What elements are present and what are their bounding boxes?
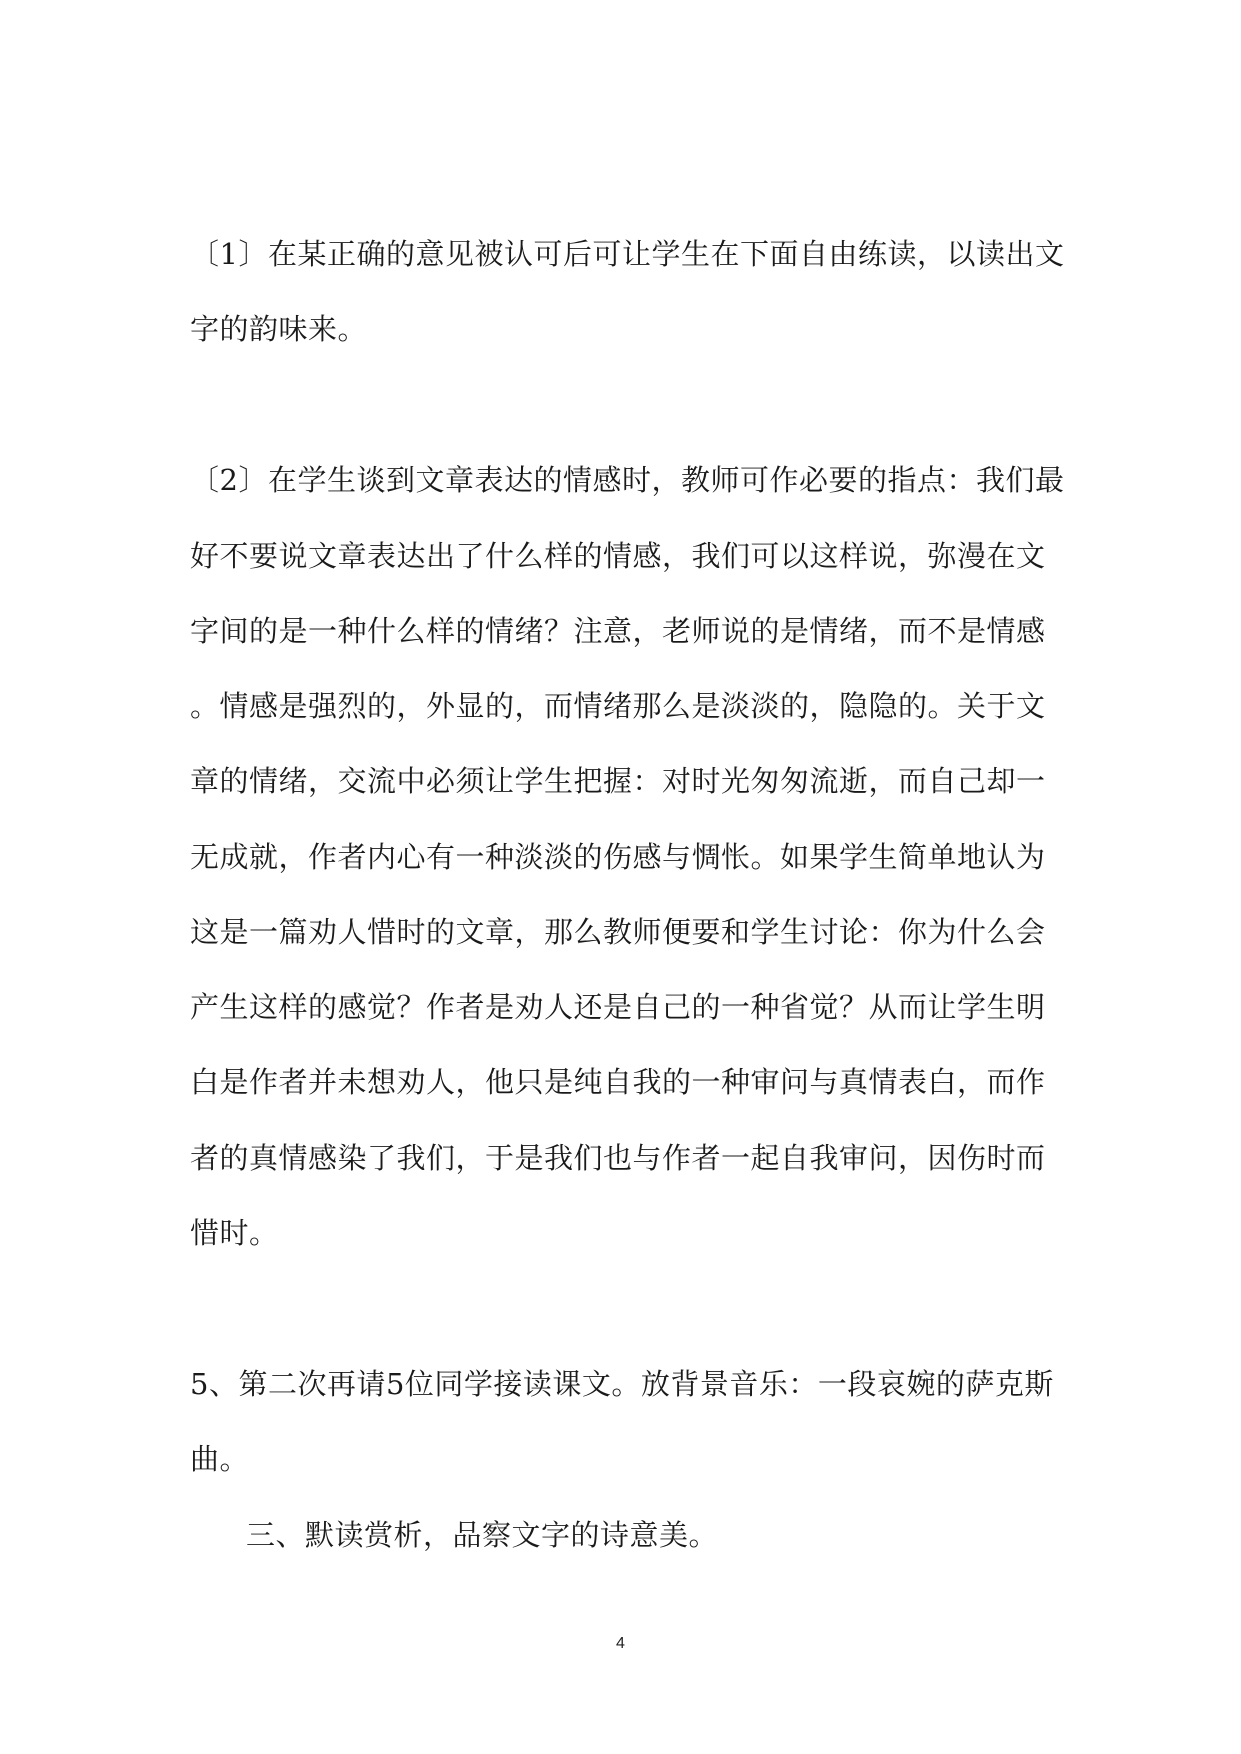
- text-line: 5、第二次再请5位同学接读课文。放背景音乐：一段哀婉的萨克斯: [190, 1367, 1054, 1401]
- section-heading: 三、默读赏析，品察文字的诗意美。: [246, 1518, 719, 1552]
- text-line: 曲。: [190, 1442, 250, 1476]
- text-line: 〔2〕在学生谈到文章表达的情感时，教师可作必要的指点：我们最: [190, 463, 1065, 497]
- text-line: 无成就，作者内心有一种淡淡的伤感与惆怅。如果学生简单地认为: [190, 840, 1046, 874]
- text-line: 惜时。: [190, 1216, 279, 1250]
- text-line: 。情感是强烈的，外显的，而情绪那么是淡淡的，隐隐的。关于文: [190, 689, 1046, 723]
- text-line: 字间的是一种什么样的情绪？注意，老师说的是情绪，而不是情感: [190, 614, 1046, 648]
- text-line: 白是作者并未想劝人，他只是纯自我的一种审问与真情表白，而作: [190, 1065, 1046, 1099]
- text-line: 章的情绪，交流中必须让学生把握：对时光匆匆流逝，而自己却一: [190, 764, 1046, 798]
- text-line: 字的韵味来。: [190, 312, 368, 346]
- text-line: 〔1〕在某正确的意见被认可后可让学生在下面自由练读，以读出文: [190, 237, 1065, 271]
- page-number: 4: [616, 1635, 625, 1652]
- text-line: 产生这样的感觉？作者是劝人还是自己的一种省觉？从而让学生明: [190, 990, 1046, 1024]
- text-line: 者的真情感染了我们，于是我们也与作者一起自我审问，因伤时而: [190, 1141, 1046, 1175]
- text-line: 好不要说文章表达出了什么样的情感，我们可以这样说，弥漫在文: [190, 539, 1046, 573]
- text-line: 这是一篇劝人惜时的文章，那么教师便要和学生讨论：你为什么会: [190, 915, 1046, 949]
